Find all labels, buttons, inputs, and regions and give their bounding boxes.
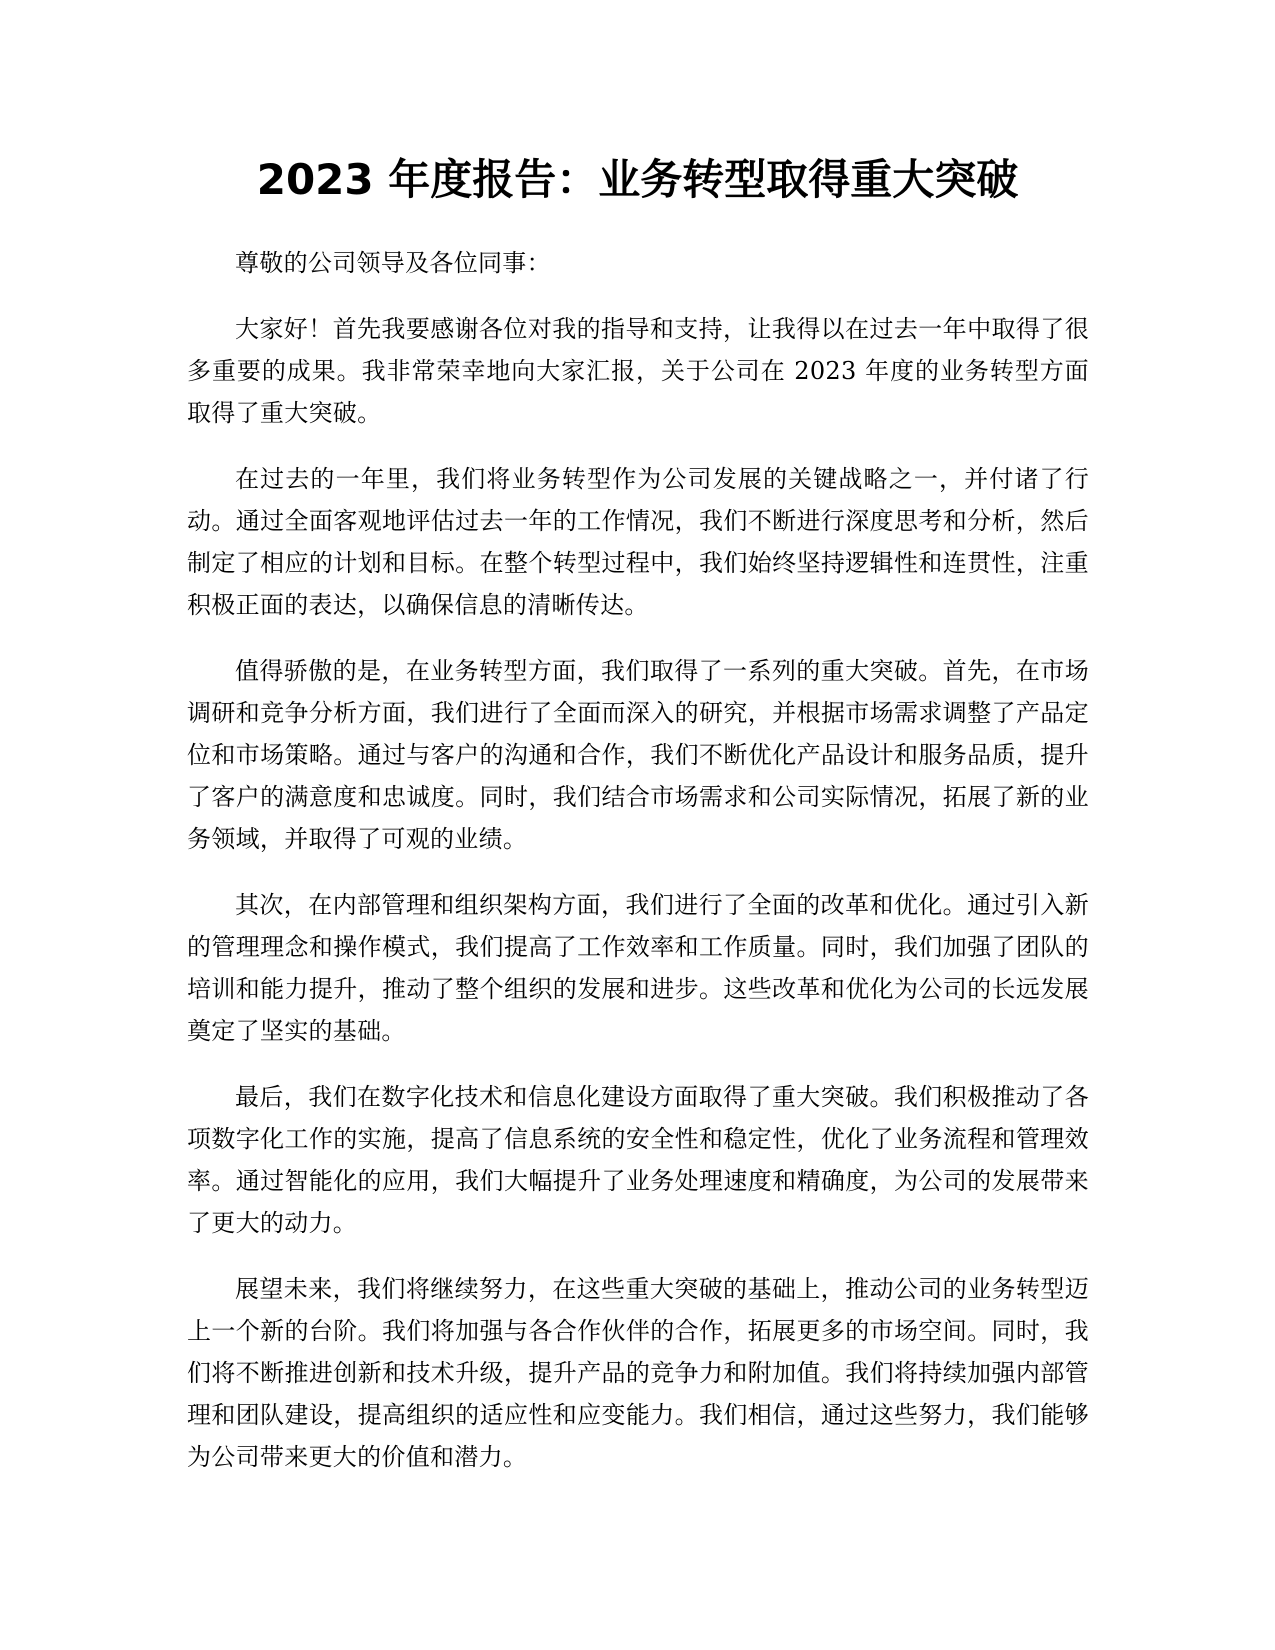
body-paragraph: 大家好！首先我要感谢各位对我的指导和支持，让我得以在过去一年中取得了很多重要的成果。我非常荣幸地向大家汇报，关于公司在 2023 年度的业务转型方面取得了重大突破。	[187, 315, 1089, 427]
document-title: 2023 年度报告：业务转型取得重大突破	[256, 155, 1019, 204]
body-paragraph: 在过去的一年里，我们将业务转型作为公司发展的关键战略之一，并付诸了行动。通过全面客观地评估过去一年的工作情况，我们不断进行深度思考和分析，然后制定了相应的计划和目标。在整个转型过程中，我们始终坚持逻辑性和连贯性，注重积极正面的表达，以确保信息的清晰传达。	[187, 465, 1089, 619]
body-paragraph: 展望未来，我们将继续努力，在这些重大突破的基础上，推动公司的业务转型迈上一个新的台阶。我们将加强与各合作伙伴的合作，拓展更多的市场空间。同时，我们将不断推进创新和技术升级，提升产品的竞争力和附加值。我们将持续加强内部管理和团队建设，提高组织的适应性和应变能力。我们相信，通过这些努力，我们能够为公司带来更大的价值和潜力。	[187, 1275, 1089, 1471]
body-paragraph: 值得骄傲的是，在业务转型方面，我们取得了一系列的重大突破。首先，在市场调研和竞争分析方面，我们进行了全面而深入的研究，并根据市场需求调整了产品定位和市场策略。通过与客户的沟通和合作，我们不断优化产品设计和服务品质，提升了客户的满意度和忠诚度。同时，我们结合市场需求和公司实际情况，拓展了新的业务领域，并取得了可观的业绩。	[187, 657, 1089, 853]
body-paragraph: 最后，我们在数字化技术和信息化建设方面取得了重大突破。我们积极推动了各项数字化工作的实施，提高了信息系统的安全性和稳定性，优化了业务流程和管理效率。通过智能化的应用，我们大幅提升了业务处理速度和精确度，为公司的发展带来了更大的动力。	[187, 1083, 1089, 1237]
document-body	[187, 242, 1089, 1502]
salutation-paragraph: 尊敬的公司领导及各位同事：	[235, 249, 551, 277]
body-paragraph: 其次，在内部管理和组织架构方面，我们进行了全面的改革和优化。通过引入新的管理理念和操作模式，我们提高了工作效率和工作质量。同时，我们加强了团队的培训和能力提升，推动了整个组织的发展和进步。这些改革和优化为公司的长远发展奠定了坚实的基础。	[187, 891, 1089, 1045]
